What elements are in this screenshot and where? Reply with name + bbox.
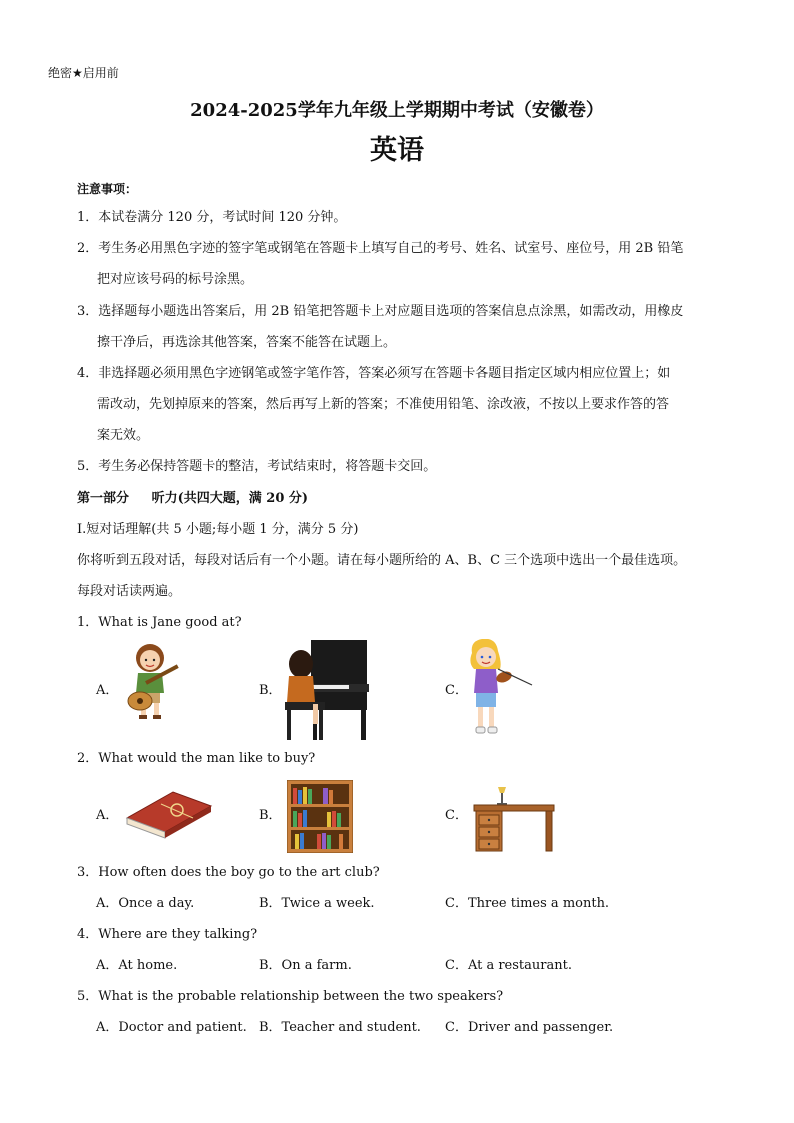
note-2-cont: 把对应该号码的标号涂黑。 bbox=[97, 272, 254, 287]
question-1: 1．What is Jane good at? bbox=[77, 615, 242, 630]
bookshelf-icon bbox=[287, 780, 353, 853]
girl-piano-icon bbox=[283, 638, 369, 743]
instruction-line-1: 你将听到五段对话，每段对话后有一个小题。请在每小题所给的 A、B、C 三个选项中选出一个最佳选项。 bbox=[77, 553, 687, 568]
q4-option-a: A．At home. bbox=[96, 958, 178, 973]
note-2: 2．考生务必用黑色字迹的签字笔或钢笔在答题卡上填写自己的考号、姓名、试室号、座位号，用 2B 铅笔 bbox=[77, 241, 684, 256]
q2-option-b: B． bbox=[259, 808, 282, 823]
desk-icon bbox=[472, 779, 556, 854]
q2-option-a: A． bbox=[96, 808, 119, 823]
exam-title: 2024-2025学年九年级上学期期中考试（安徽卷） bbox=[190, 100, 604, 121]
note-4: 4．非选择题必须用黑色字迹钢笔或签字笔作答，答案必须写在答题卡各题目指定区域内相应位置上；如 bbox=[77, 366, 671, 381]
q1-option-b: B． bbox=[259, 683, 282, 698]
section1-heading: Ⅰ.短对话理解(共 5 小题;每小题 1 分，满分 5 分) bbox=[77, 522, 359, 537]
q4-option-b: B．On a farm. bbox=[259, 958, 352, 973]
note-3: 3．选择题每小题选出答案后，用 2B 铅笔把答题卡上对应题目选项的答案信息点涂黑，如需改动，用橡皮 bbox=[77, 304, 684, 319]
question-2: 2．What would the man like to buy? bbox=[77, 751, 316, 766]
confidential-mark: 绝密★启用前 bbox=[48, 66, 119, 80]
question-4: 4．Where are they talking? bbox=[77, 927, 258, 942]
question-3: 3．How often does the boy go to the art club? bbox=[77, 865, 380, 880]
q5-option-a: A．Doctor and patient. bbox=[96, 1020, 247, 1035]
girl-violin-icon bbox=[462, 639, 534, 739]
q5-option-b: B．Teacher and student. bbox=[259, 1020, 421, 1035]
q3-option-a: A．Once a day. bbox=[96, 896, 195, 911]
book-icon bbox=[121, 788, 213, 840]
q5-option-c: C．Driver and passenger. bbox=[445, 1020, 614, 1035]
question-5: 5．What is the probable relationship between the two speakers? bbox=[77, 989, 504, 1004]
q1-option-a: A． bbox=[96, 683, 119, 698]
q1-option-c: C． bbox=[445, 683, 468, 698]
part1-heading: 第一部分 听力(共四大题，满 20 分) bbox=[77, 491, 309, 506]
subject-title: 英语 bbox=[370, 135, 424, 166]
notes-heading: 注意事项： bbox=[77, 182, 138, 196]
q2-option-c: C． bbox=[445, 808, 468, 823]
note-4-cont: 需改动，先划掉原来的答案，然后再写上新的答案；不准使用铅笔、涂改液，不按以上要求作答的答 bbox=[97, 397, 670, 412]
note-3-cont: 擦干净后，再选涂其他答案，答案不能答在试题上。 bbox=[97, 335, 397, 350]
note-4-cont2: 案无效。 bbox=[97, 428, 150, 443]
q4-option-c: C．At a restaurant. bbox=[445, 958, 572, 973]
note-5: 5．考生务必保持答题卡的整洁，考试结束时，将答题卡交回。 bbox=[77, 459, 437, 474]
q3-option-b: B．Twice a week. bbox=[259, 896, 375, 911]
q3-option-c: C．Three times a month. bbox=[445, 896, 610, 911]
note-1: 1．本试卷满分 120 分，考试时间 120 分钟。 bbox=[77, 210, 347, 225]
instruction-line-2: 每段对话读两遍。 bbox=[77, 584, 182, 599]
girl-guitar-icon bbox=[120, 641, 190, 721]
